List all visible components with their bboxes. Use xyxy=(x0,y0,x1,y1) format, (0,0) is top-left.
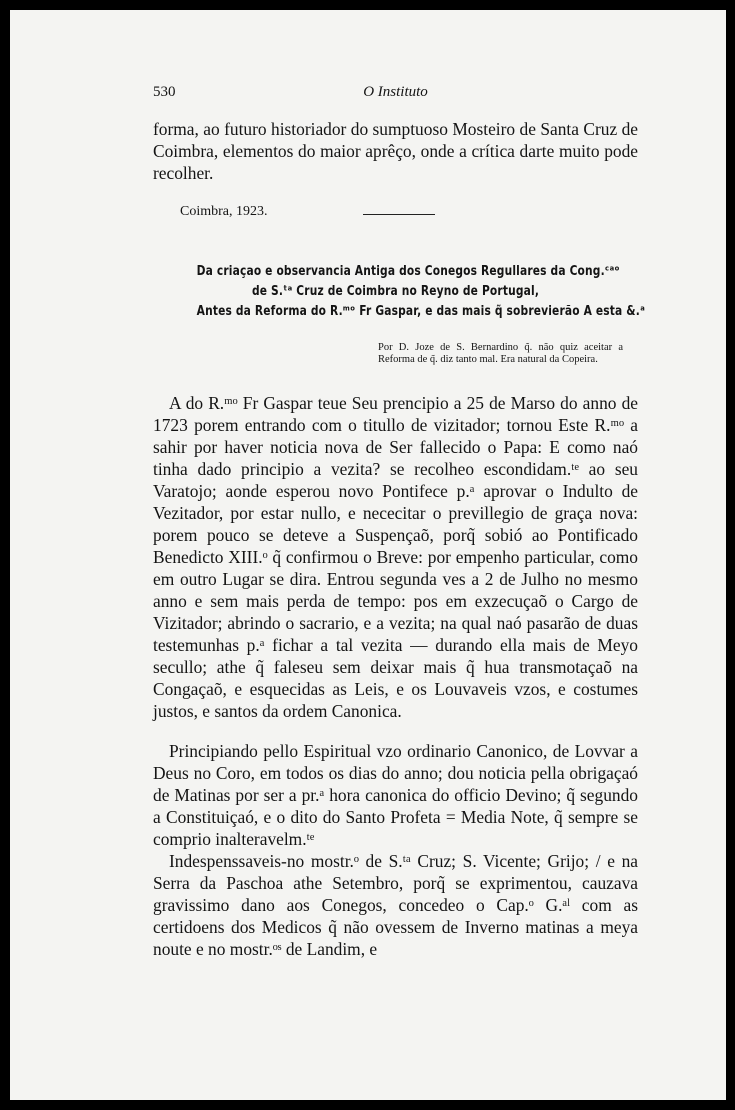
heading-line-2: de S.ᵗᵃ Cruz de Coimbra no Reyno de Portugal, xyxy=(251,284,540,299)
page-header xyxy=(153,80,638,108)
body-paragraph-3: Indespenssaveis-no mostr.ᵒ de S.ᵗᵃ Cruz; S. Vicente; Grijo; / e na Serra da Paschoa athe Setembro, porq̃ se exprimentou, cauzava gravissimo dano aos Conegos, concedeo o Cap.ᵒ G.ᵃˡ com as certidoens dos Medicos q̃ não ovessem de Inverno matinas a meya noute e no mostr.ᵒˢ de Landim, e xyxy=(153,851,638,959)
dateline xyxy=(153,194,638,224)
heading-line-3: Antes da Reforma do R.ᵐᵒ Fr Gaspar, e das mais q̃ sobrevierão A esta &.ᵃ xyxy=(196,304,645,319)
separator-rule xyxy=(363,214,435,215)
document-heading xyxy=(196,262,645,322)
body-paragraph-2: Principiando pello Espiritual vzo ordinario Canonico, de Lovvar a Deus no Coro, em todos os dias do anno; dou noticia pella obrigaçaó de Matinas por ser a pr.ᵃ hora canonica do officio Devino; q̃ segundo a Constituiçaó, e o dito do Santo Profeta = Media Note, q̃ sempre se comprio inalteravelm.ᵗᵉ xyxy=(153,741,638,849)
page-number: 530 xyxy=(153,84,176,100)
dateline-text: Coimbra, 1923. xyxy=(180,204,268,219)
marginal-note: Por D. Joze de S. Bernardino q̃. não quiz aceitar a Reforma de q̃. diz tanto mal. Era natural da Copeira. xyxy=(378,342,623,365)
running-title: O Instituto xyxy=(363,84,428,100)
heading-line-1: Da criaçao e observancia Antiga dos Conegos Regullares da Cong.ᶜᵃᵒ xyxy=(196,264,620,279)
page-content xyxy=(153,80,645,960)
intro-paragraph: forma, ao futuro historiador do sumptuoso Mosteiro de Santa Cruz de Coimbra, elementos do maior aprêço, onde a crítica darte muito pode recolher. xyxy=(153,119,638,183)
document-page xyxy=(10,10,726,1100)
body-paragraph-1: A do R.ᵐᵒ Fr Gaspar teue Seu prencipio a 25 de Marso do anno de 1723 porem entrando com o titullo de vizitador; tornou Este R.ᵐᵒ a sahir por haver noticia nova de Ser fallecido o Papa: E como naó tinha dado principio a vezita? se recolheo escondidam.ᵗᵉ ao seu Varatojo; aonde esperou novo Pontifece p.ᵃ aprovar o Indulto de Vezitador, por estar nullo, e nececitar o previllegio de graça nova: porem pouco se deteve a Suspençaõ, porq̃ sobió ao Pontificado Benedicto XIII.ᵒ q̃ confirmou o Breve: por empenho particular, como em outro Lugar se dira. Entrou segunda ves a 2 de Julho no mesmo anno e sem mais perda de tempo: pos em exzecuçaõ o Cargo de Vizitador; abrindo o sacrario, e a vezita; na qual naó pasarão de duas testemunhas p.ᵃ fichar a tal vezita — durando ella mais de Meyo secullo; athe q̃ faleseu sem deixar mais q̃ hua transmotaçaõ na Congaçaõ, e esquecidas as Leis, e os Louvaveis vzos, e costumes justos, e santos da ordem Canonica. xyxy=(153,393,638,721)
